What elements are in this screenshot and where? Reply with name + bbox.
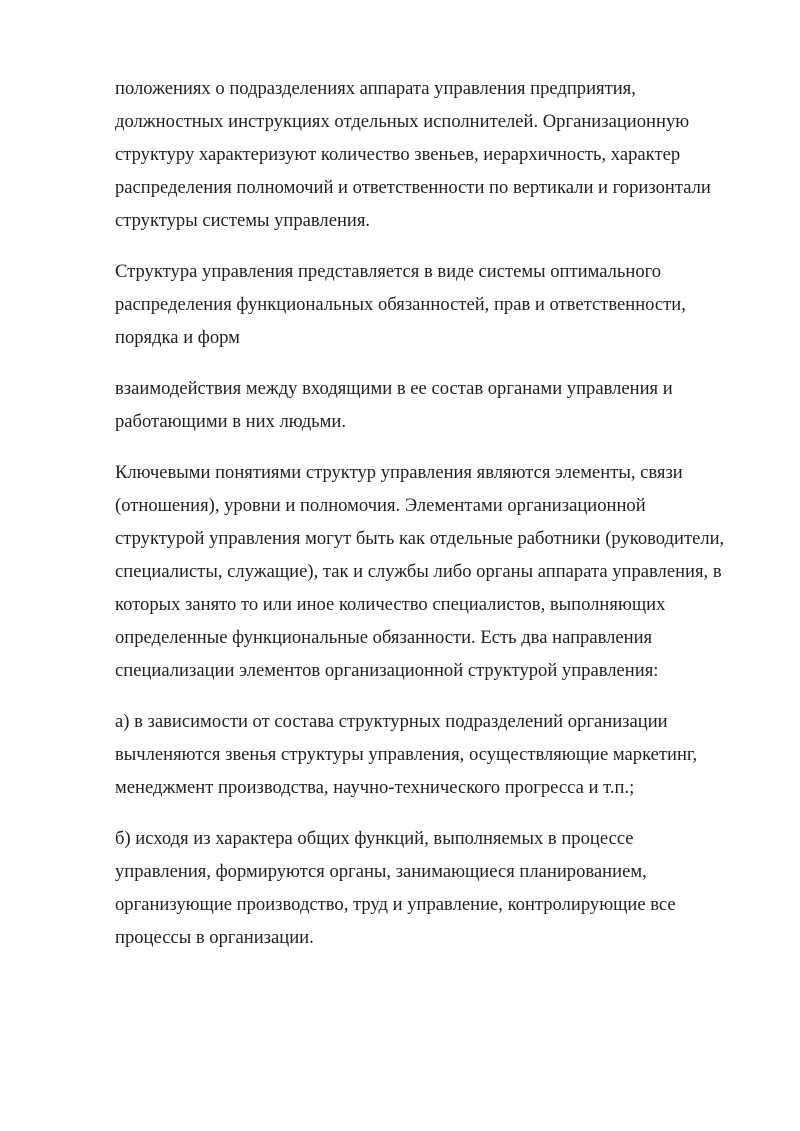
- text-line: Структура управления представляется в виде системы оптимального: [115, 261, 662, 282]
- paragraph-1: [115, 72, 755, 237]
- text-line: взаимодействия между входящими в ее состав органами управления и: [115, 378, 673, 399]
- text-line: которых занято то или иное количество специалистов, выполняющих: [115, 594, 666, 615]
- text-line: определенные функциональные обязанности. Есть два направления: [115, 627, 653, 648]
- text-line: распределения полномочий и ответственности по вертикали и горизонтали: [115, 177, 711, 198]
- text-line: а) в зависимости от состава структурных подразделений организации: [115, 711, 668, 732]
- paragraph-2: [115, 255, 755, 354]
- text-line: организующие производство, труд и управление, контролирующие все: [115, 894, 676, 915]
- text-line: распределения функциональных обязанностей, прав и ответственности,: [115, 294, 686, 315]
- text-line: процессы в организации.: [115, 927, 314, 948]
- text-line: Ключевыми понятиями структур управления являются элементы, связи: [115, 462, 683, 483]
- text-line: структурой управления могут быть как отдельные работники (руководители,: [115, 528, 725, 549]
- text-line: специалисты, служащие), так и службы либо органы аппарата управления, в: [115, 561, 722, 582]
- text-line: должностных инструкциях отдельных исполнителей. Организационную: [115, 111, 690, 132]
- text-line: структуру характеризуют количество звеньев, иерархичность, характер: [115, 144, 681, 165]
- paragraph-5-list-item-a: [115, 705, 755, 804]
- text-line: структуры системы управления.: [115, 210, 371, 231]
- document-body: [115, 72, 755, 972]
- text-line: положениях о подразделениях аппарата управления предприятия,: [115, 78, 636, 99]
- paragraph-6-list-item-b: [115, 822, 755, 954]
- paragraph-3: [115, 372, 755, 438]
- text-line: б) исходя из характера общих функций, выполняемых в процессе: [115, 828, 634, 849]
- text-line: работающими в них людьми.: [115, 411, 346, 432]
- paragraph-4: [115, 456, 755, 687]
- text-line: порядка и форм: [115, 327, 240, 348]
- text-line: вычленяются звенья структуры управления, осуществляющие маркетинг,: [115, 744, 698, 765]
- text-line: менеджмент производства, научно-технического прогресса и т.п.;: [115, 777, 635, 798]
- text-line: управления, формируются органы, занимающиеся планированием,: [115, 861, 647, 882]
- text-line: (отношения), уровни и полномочия. Элементами организационной: [115, 495, 646, 516]
- text-line: специализации элементов организационной структурой управления:: [115, 660, 659, 681]
